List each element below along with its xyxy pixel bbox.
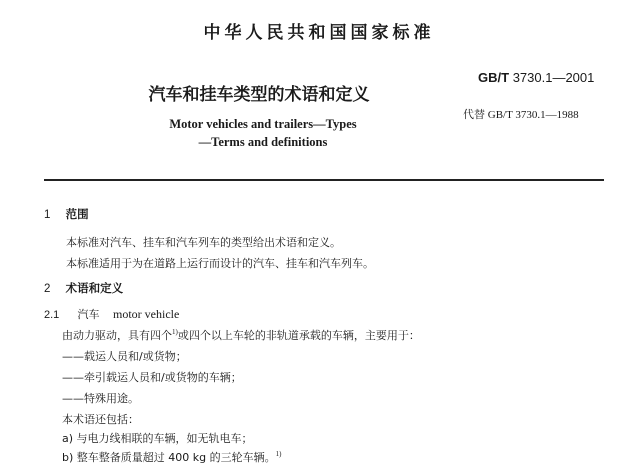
footnote-marker-2: 1) bbox=[275, 450, 282, 458]
section-2-number: 2 bbox=[44, 283, 51, 295]
header-divider bbox=[44, 179, 604, 181]
clause-2-1-heading bbox=[44, 306, 179, 322]
standard-number-value: 3730.1—2001 bbox=[512, 70, 595, 85]
clause-2-1-number: 2.1 bbox=[44, 309, 60, 321]
clause-2-1-definition bbox=[62, 327, 420, 343]
national-standard-heading: 中华人民共和国国家标准 bbox=[203, 23, 435, 43]
section-1-paragraph-1: 本标准对汽车、挂车和汽车列车的类型给出术语和定义。 bbox=[66, 236, 341, 249]
definition-item-1: ——载运人员和/或货物； bbox=[62, 350, 187, 363]
document-title-en-line2: —Terms and definitions bbox=[198, 135, 328, 149]
section-1-number: 1 bbox=[44, 209, 51, 221]
clause-2-1-term-en: motor vehicle bbox=[113, 307, 180, 321]
section-2-heading bbox=[44, 280, 123, 296]
replaces-standard: GB/T 3730.1—1988 bbox=[487, 109, 579, 121]
include-item-b bbox=[62, 449, 281, 465]
definition-item-3: ——特殊用途。 bbox=[62, 392, 139, 405]
replaces-label: 代替 bbox=[463, 108, 485, 121]
definition-text-b: 或四个以上车轮的非轨道承载的车辆，主要用于： bbox=[177, 329, 420, 342]
standard-number-prefix: GB/T bbox=[478, 70, 510, 85]
clause-2-1-term-cn: 汽车 bbox=[77, 308, 100, 321]
include-item-a: a) 与电力线相联的车辆，如无轨电车； bbox=[62, 432, 253, 445]
section-2-title: 术语和定义 bbox=[65, 281, 124, 295]
document-title-en-line1: Motor vehicles and trailers—Types bbox=[169, 117, 357, 131]
definition-text-a: 由动力驱动，具有四个 bbox=[62, 329, 172, 342]
includes-intro: 本术语还包括： bbox=[62, 413, 139, 426]
footnote-marker: 1) bbox=[172, 328, 178, 336]
include-item-b-text: b) 整车整备质量超过 400 kg 的三轮车辆。 bbox=[62, 451, 276, 464]
document-title-cn: 汽车和挂车类型的术语和定义 bbox=[148, 85, 370, 105]
section-1-paragraph-2: 本标准适用于为在道路上运行而设计的汽车、挂车和汽车列车。 bbox=[66, 257, 374, 270]
section-1-heading bbox=[44, 206, 89, 222]
definition-item-2: ——牵引载运人员和/或货物的车辆； bbox=[62, 371, 242, 384]
section-1-title: 范围 bbox=[65, 207, 89, 221]
